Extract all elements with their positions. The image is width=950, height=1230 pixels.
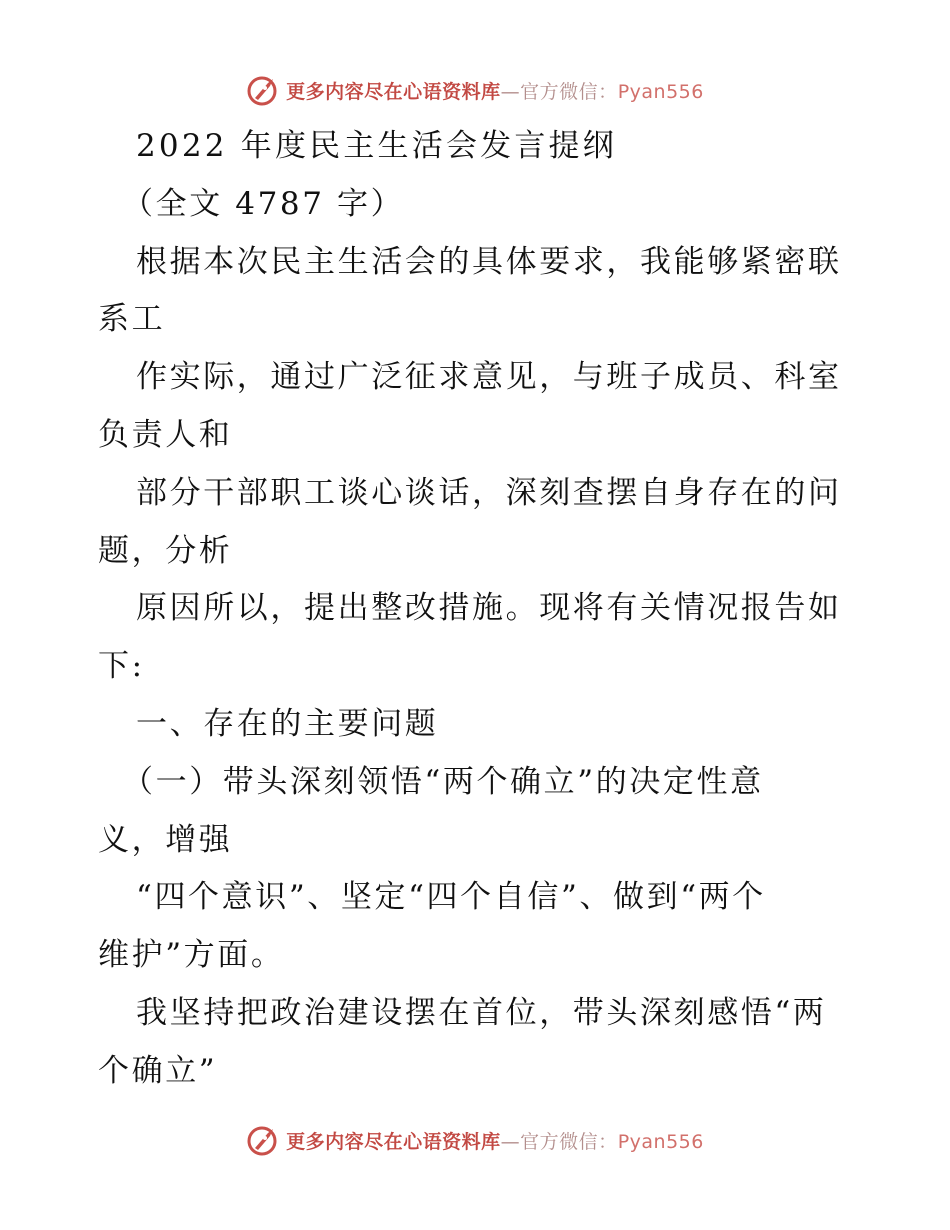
document-body [98, 118, 858, 1101]
watermark-dash: — [500, 1130, 521, 1153]
document-word-count: （全文 4787 字） [122, 185, 405, 222]
section-heading: 一、存在的主要问题 [136, 705, 439, 742]
paragraph-line: 维护”方面。 [98, 937, 285, 974]
watermark-text [286, 1127, 704, 1154]
paragraph-line: 我坚持把政治建设摆在首位，带头深刻感悟“两 [136, 994, 827, 1031]
watermark-wechat-id: Pyan556 [617, 1130, 704, 1153]
watermark-site-name: 更多内容尽在心语资料库 [286, 1130, 501, 1153]
paragraph-line: 原因所以，提出整改措施。现将有关情况报告如 [136, 590, 842, 627]
watermark-dash: — [500, 80, 521, 103]
watermark-text [286, 77, 704, 104]
paragraph-line: 负责人和 [98, 416, 233, 453]
paragraph-line: 下: [98, 648, 145, 685]
paragraph-line: 系工 [98, 301, 166, 338]
paragraph-line: 作实际，通过广泛征求意见，与班子成员、科室 [136, 359, 842, 396]
paragraph-line: 根据本次民主生活会的具体要求，我能够紧密联 [136, 243, 842, 280]
watermark-wechat-label: 官方微信 [520, 1130, 599, 1153]
pen-nib-logo-icon [246, 73, 280, 107]
paragraph-line: “四个意识”、坚定“四个自信”、做到“两个 [136, 879, 766, 916]
pen-nib-logo-icon [246, 1123, 280, 1157]
subsection-heading-continued: 义，增强 [98, 821, 233, 858]
paragraph-line: 个确立” [98, 1052, 218, 1089]
document-title: 2022 年度民主生活会发言提纲 [136, 128, 617, 164]
watermark-wechat-label: 官方微信 [520, 80, 599, 103]
paragraph-line: 题，分析 [98, 532, 233, 569]
watermark-banner-bottom [0, 1120, 950, 1160]
watermark-colon: ： [598, 1130, 618, 1153]
watermark-colon: ： [598, 80, 618, 103]
watermark-site-name: 更多内容尽在心语资料库 [286, 80, 501, 103]
watermark-wechat-id: Pyan556 [617, 80, 704, 103]
paragraph-line: 部分干部职工谈心谈话，深刻查摆自身存在的问 [136, 474, 842, 511]
subsection-heading: （一）带头深刻领悟“两个确立”的决定性意 [122, 763, 764, 800]
watermark-banner-top [0, 70, 950, 110]
